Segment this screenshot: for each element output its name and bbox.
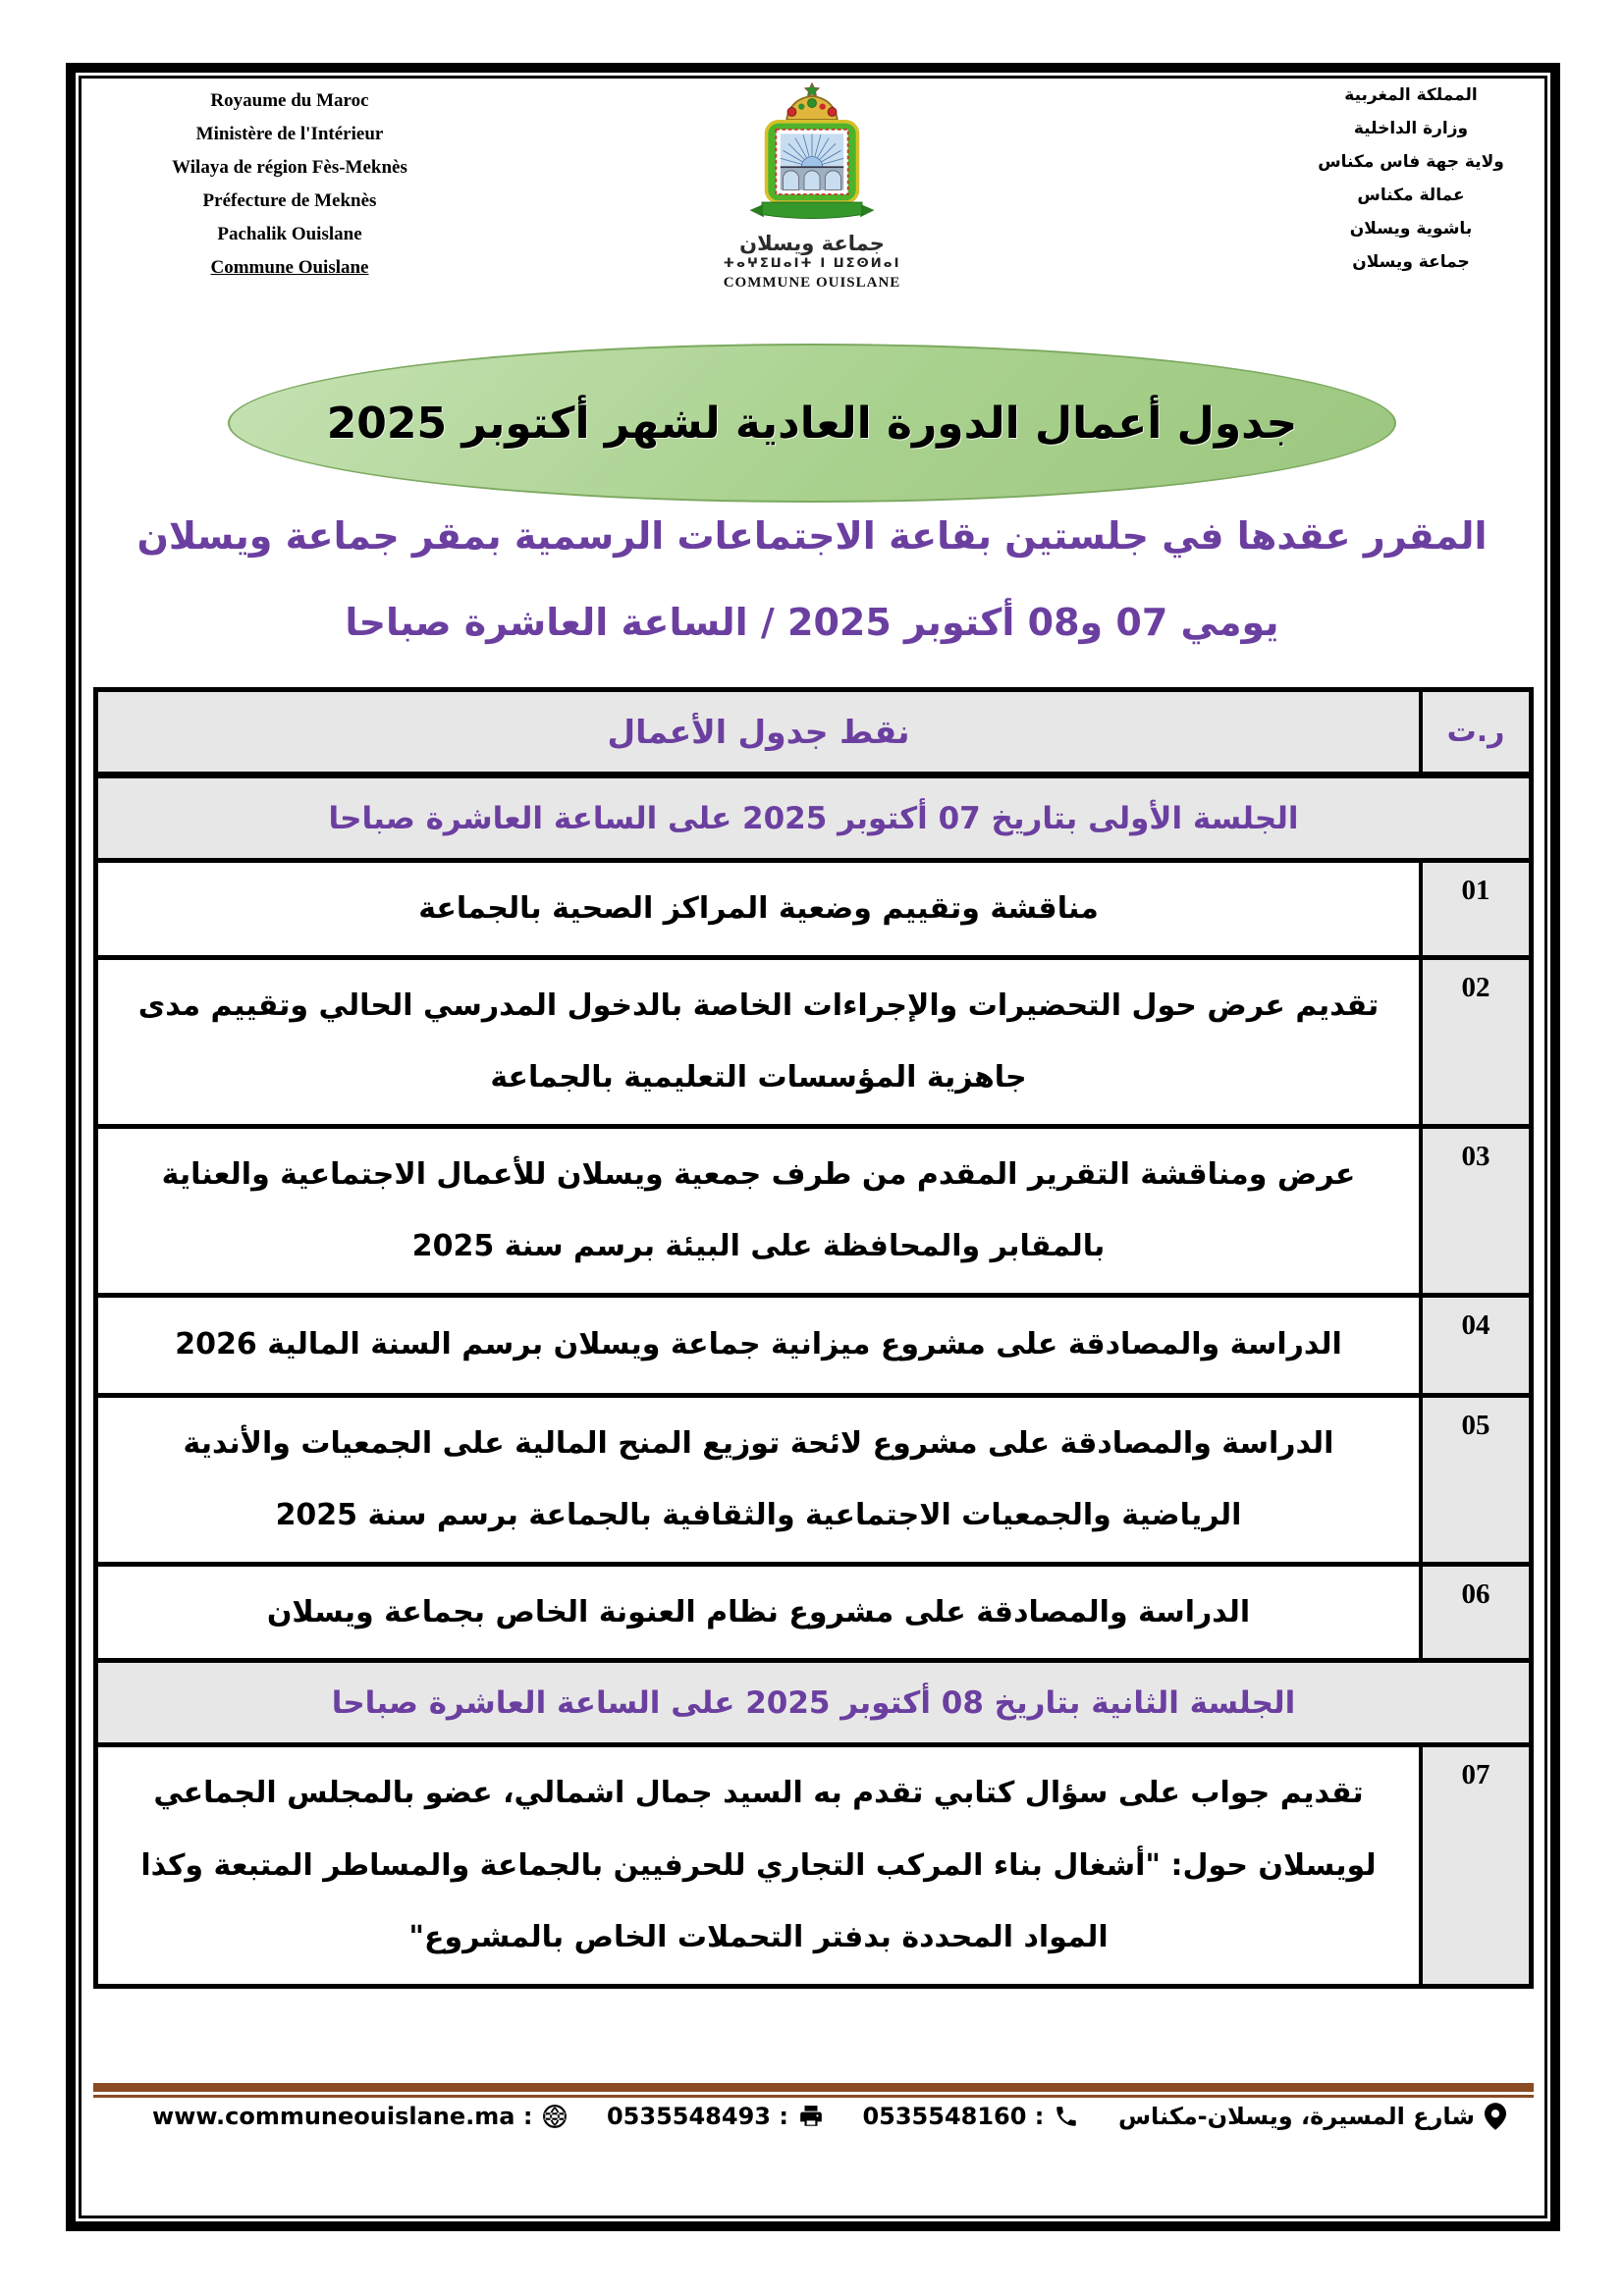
- item-number: 05: [1419, 1398, 1529, 1562]
- french-line-wilaya: Wilaya de région Fès-Meknès: [172, 157, 407, 178]
- phone-icon: [1054, 2104, 1079, 2129]
- table-row: [98, 960, 1529, 1129]
- session1-header-row: الجلسة الأولى بتاريخ 07 أكتوبر 2025 على الساعة العاشرة صباحا: [98, 778, 1529, 863]
- session2-header-row: الجلسة الثانية بتاريخ 08 أكتوبر 2025 على الساعة العاشرة صباحا: [98, 1663, 1529, 1747]
- item-number: 01: [1419, 863, 1529, 955]
- table-row: [98, 863, 1529, 960]
- item-number: 06: [1419, 1567, 1529, 1659]
- location-pin-icon: [1485, 2103, 1506, 2130]
- french-line-royaume: Royaume du Maroc: [210, 90, 369, 111]
- subtitle-line2: يومي 07 و08 أكتوبر 2025 / الساعة العاشرة صباحا: [345, 601, 1279, 644]
- table-row: [98, 1567, 1529, 1664]
- header-arabic-block: [1264, 79, 1558, 279]
- logo-latin-name: COMMUNE OUISLANE: [723, 275, 901, 291]
- header-french-block: [103, 84, 476, 285]
- arabic-line-pachalik: باشوية ويسلان: [1349, 219, 1473, 239]
- item-text: الدراسة والمصادقة على مشروع ميزانية جماعة ويسلان برسم السنة المالية 2026: [175, 1327, 1342, 1362]
- arabic-line-wilaya: ولاية جهة فاس مكناس: [1318, 152, 1504, 172]
- footer-website-text: : www.communeouislane.ma: [152, 2103, 533, 2130]
- table-row: [98, 1747, 1529, 1984]
- subtitle-line1: المقرر عقدها في جلستين بقاعة الاجتماعات الرسمية بمقر جماعة ويسلان: [136, 514, 1488, 558]
- french-line-ministere: Ministère de l'Intérieur: [195, 124, 384, 144]
- footer-phone-text: : 0535548160: [862, 2103, 1045, 2130]
- arabic-line-ministry: وزارة الداخلية: [1353, 119, 1469, 138]
- table-header-row: [98, 692, 1529, 778]
- footer-divider: [93, 2083, 1534, 2098]
- column-header-points: نقط جدول الأعمال: [607, 713, 910, 751]
- arabic-line-commune: جماعة ويسلان: [1352, 252, 1470, 272]
- item-number: 04: [1419, 1298, 1529, 1393]
- globe-icon: [542, 2104, 568, 2129]
- commune-logo: [684, 79, 940, 293]
- document-title: جدول أعمال الدورة العادية لشهر أكتوبر 2025: [326, 398, 1298, 449]
- table-row: [98, 1298, 1529, 1398]
- column-header-number: ر.ت: [1419, 692, 1529, 772]
- table-row: [98, 1398, 1529, 1567]
- item-text: الدراسة والمصادقة على مشروع لائحة توزيع المنح المالية على الجمعيات والأندية الرياضية والجمعيات الاجتماعية والثقافية بالجماعة برسم سنة 2025: [183, 1425, 1334, 1532]
- item-text: الدراسة والمصادقة على مشروع نظام العنونة الخاص بجماعة ويسلان: [266, 1594, 1251, 1629]
- item-text: تقديم عرض حول التحضيرات والإجراءات الخاصة بالدخول المدرسي الحالي وتقييم مدى جاهزية المؤسسات التعليمية بالجماعة: [137, 988, 1380, 1095]
- item-text: مناقشة وتقييم وضعية المراكز الصحية بالجماعة: [418, 891, 1099, 926]
- footer-fax-text: : 0535548493: [606, 2103, 788, 2130]
- french-line-prefecture: Préfecture de Meknès: [202, 190, 377, 211]
- logo-tifinagh-name: ⵜⴰⵖⵉⵡⴰⵏⵜ ⵏ ⵡⵉⵙⵍⴰⵏ: [723, 256, 901, 271]
- logo-arabic-name: جماعة ويسلان: [739, 232, 885, 255]
- title-oval: [228, 344, 1396, 503]
- french-line-commune: Commune Ouislane: [210, 257, 369, 278]
- agenda-table: [93, 687, 1534, 1989]
- footer-phone: [862, 2103, 1079, 2130]
- footer-website: [152, 2103, 568, 2130]
- french-line-pachalik: Pachalik Ouislane: [217, 224, 362, 244]
- footer-address-text: شارع المسيرة، ويسلان-مكناس: [1117, 2103, 1475, 2130]
- item-number: 07: [1419, 1747, 1529, 1984]
- footer-fax: [607, 2103, 824, 2130]
- item-number: 03: [1419, 1129, 1529, 1293]
- item-number: 02: [1419, 960, 1529, 1124]
- arabic-line-prefecture: عمالة مكناس: [1357, 186, 1465, 205]
- arabic-line-kingdom: المملكة المغربية: [1344, 85, 1478, 105]
- footer: [93, 2103, 1534, 2130]
- footer-address: [1118, 2103, 1506, 2130]
- fax-icon: [798, 2104, 824, 2129]
- item-text: تقديم جواب على سؤال كتابي تقدم به السيد جمال اشمالي، عضو بالمجلس الجماعي لويسلان حول: "أشغال بناء المركب التجاري للحرفيين بالجماعة والمساطر المتبعة وكذا المواد المحددة بدفتر التحملات الخاص بالمشروع": [140, 1776, 1377, 1954]
- item-text: عرض ومناقشة التقرير المقدم من طرف جمعية ويسلان للأعمال الاجتماعية والعناية بالمقابر والمحافظة على البيئة برسم سنة 2025: [161, 1156, 1356, 1263]
- commune-emblem-icon: [737, 79, 887, 228]
- table-row: [98, 1129, 1529, 1298]
